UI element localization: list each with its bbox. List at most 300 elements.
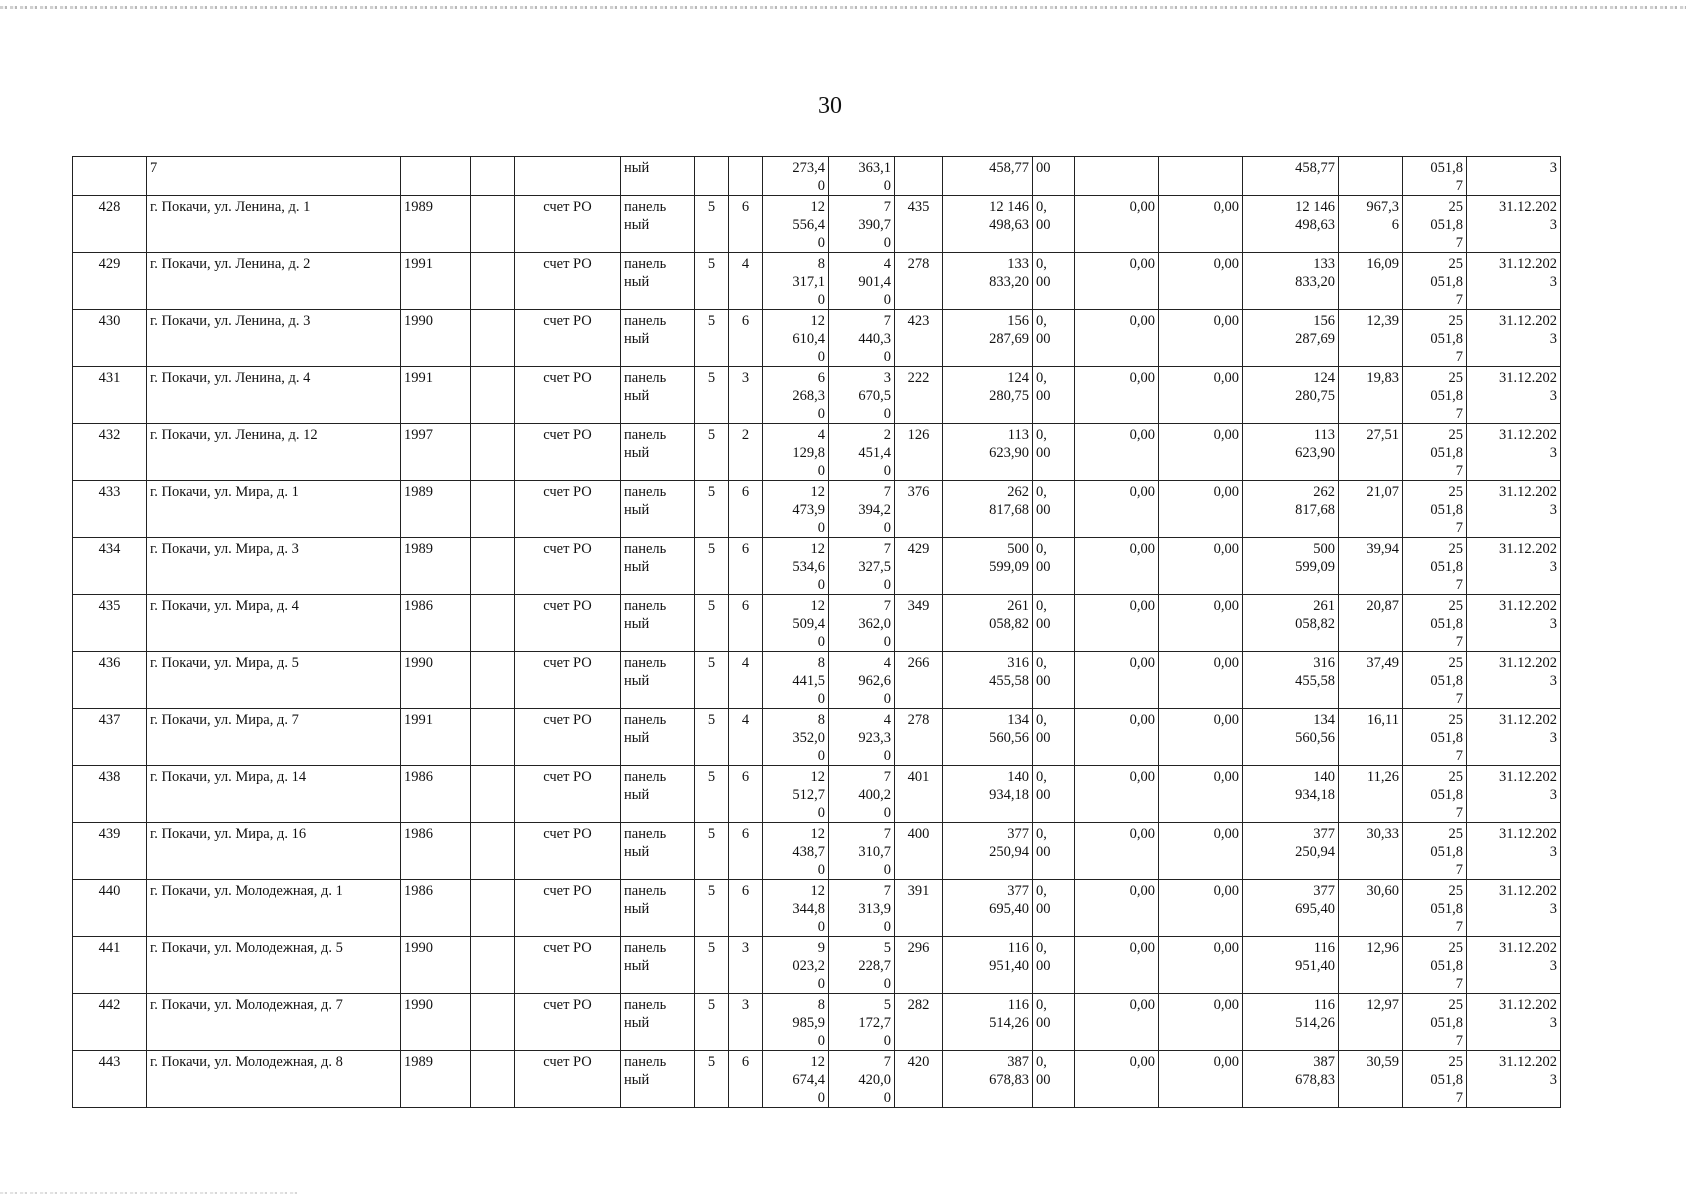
cell-v00: 0, 00	[1033, 880, 1075, 937]
cell-unit: 12,97	[1339, 994, 1403, 1051]
cell-z1: 0,00	[1075, 253, 1159, 310]
cell-addr: г. Покачи, ул. Ленина, д. 1	[147, 196, 401, 253]
cell-z1: 0,00	[1075, 709, 1159, 766]
cell-sum: 124 280,75	[943, 367, 1033, 424]
cell-date: 31.12.202 3	[1467, 1051, 1561, 1108]
cell-res: 429	[895, 538, 943, 595]
cell-sum: 12 146 498,63	[943, 196, 1033, 253]
cell-e: 2	[729, 424, 763, 481]
cell-unit: 20,87	[1339, 595, 1403, 652]
cell-num: 439	[73, 823, 147, 880]
cell-year: 1989	[401, 196, 471, 253]
cell-e: 6	[729, 766, 763, 823]
cell-e	[729, 157, 763, 196]
cell-area1: 6 268,3 0	[763, 367, 829, 424]
cell-res: 420	[895, 1051, 943, 1108]
cell-v00: 0, 00	[1033, 424, 1075, 481]
cell-area1: 12 610,4 0	[763, 310, 829, 367]
cell-z1: 0,00	[1075, 538, 1159, 595]
cell-z1: 0,00	[1075, 880, 1159, 937]
cell-date: 31.12.202 3	[1467, 937, 1561, 994]
cell-year: 1986	[401, 766, 471, 823]
cell-blank	[471, 1051, 515, 1108]
cell-sum: 500 599,09	[943, 538, 1033, 595]
cell-f: 5	[695, 994, 729, 1051]
cell-v00: 00	[1033, 157, 1075, 196]
cell-area2: 7 310,7 0	[829, 823, 895, 880]
page-number: 30	[818, 93, 842, 119]
cell-addr: г. Покачи, ул. Мира, д. 4	[147, 595, 401, 652]
cell-date: 31.12.202 3	[1467, 595, 1561, 652]
cell-acc: счет РО	[515, 823, 621, 880]
cell-f: 5	[695, 367, 729, 424]
cell-sum2: 113 623,90	[1243, 424, 1339, 481]
cell-sum: 377 695,40	[943, 880, 1033, 937]
table-row	[73, 481, 1561, 538]
cell-sum: 377 250,94	[943, 823, 1033, 880]
cell-z1: 0,00	[1075, 481, 1159, 538]
cell-z1: 0,00	[1075, 823, 1159, 880]
cell-sum2: 377 695,40	[1243, 880, 1339, 937]
cell-unit: 12,96	[1339, 937, 1403, 994]
cell-area2: 7 440,3 0	[829, 310, 895, 367]
cell-year: 1989	[401, 538, 471, 595]
cell-area1: 12 674,4 0	[763, 1051, 829, 1108]
cell-mat: панель ный	[621, 652, 695, 709]
cell-year: 1990	[401, 994, 471, 1051]
cell-sum2: 116 951,40	[1243, 937, 1339, 994]
cell-year: 1990	[401, 937, 471, 994]
cell-lim: 25 051,8 7	[1403, 937, 1467, 994]
cell-sum: 116 514,26	[943, 994, 1033, 1051]
cell-z2: 0,00	[1159, 652, 1243, 709]
cell-sum2: 316 455,58	[1243, 652, 1339, 709]
cell-f: 5	[695, 1051, 729, 1108]
cell-addr: г. Покачи, ул. Мира, д. 7	[147, 709, 401, 766]
cell-v00: 0, 00	[1033, 196, 1075, 253]
cell-z2: 0,00	[1159, 310, 1243, 367]
cell-unit: 30,33	[1339, 823, 1403, 880]
cell-z2	[1159, 157, 1243, 196]
cell-area2: 5 172,7 0	[829, 994, 895, 1051]
cell-unit: 30,60	[1339, 880, 1403, 937]
cell-acc: счет РО	[515, 1051, 621, 1108]
cell-f: 5	[695, 709, 729, 766]
cell-year: 1986	[401, 595, 471, 652]
cell-mat: ный	[621, 157, 695, 196]
cell-sum2: 140 934,18	[1243, 766, 1339, 823]
table-row	[73, 367, 1561, 424]
cell-area1: 8 352,0 0	[763, 709, 829, 766]
cell-lim: 25 051,8 7	[1403, 823, 1467, 880]
cell-num: 428	[73, 196, 147, 253]
cell-unit: 30,59	[1339, 1051, 1403, 1108]
cell-z2: 0,00	[1159, 481, 1243, 538]
cell-sum: 262 817,68	[943, 481, 1033, 538]
cell-blank	[471, 367, 515, 424]
cell-area2: 7 313,9 0	[829, 880, 895, 937]
table-row	[73, 310, 1561, 367]
cell-f: 5	[695, 937, 729, 994]
cell-z1: 0,00	[1075, 766, 1159, 823]
cell-res: 296	[895, 937, 943, 994]
cell-lim: 25 051,8 7	[1403, 1051, 1467, 1108]
cell-e: 6	[729, 481, 763, 538]
housing-registry-table	[72, 156, 1561, 1108]
cell-e: 4	[729, 652, 763, 709]
cell-unit: 21,07	[1339, 481, 1403, 538]
cell-sum2: 156 287,69	[1243, 310, 1339, 367]
cell-e: 3	[729, 937, 763, 994]
cell-mat: панель ный	[621, 880, 695, 937]
cell-lim: 25 051,8 7	[1403, 367, 1467, 424]
cell-date: 31.12.202 3	[1467, 196, 1561, 253]
cell-e: 3	[729, 367, 763, 424]
cell-year: 1989	[401, 481, 471, 538]
cell-blank	[471, 937, 515, 994]
cell-unit: 967,3 6	[1339, 196, 1403, 253]
table-row	[73, 880, 1561, 937]
cell-lim: 25 051,8 7	[1403, 538, 1467, 595]
cell-date: 31.12.202 3	[1467, 766, 1561, 823]
cell-num: 431	[73, 367, 147, 424]
cell-year: 1990	[401, 310, 471, 367]
cell-z1: 0,00	[1075, 310, 1159, 367]
cell-year: 1991	[401, 253, 471, 310]
cell-sum2: 262 817,68	[1243, 481, 1339, 538]
cell-mat: панель ный	[621, 253, 695, 310]
cell-lim: 25 051,8 7	[1403, 253, 1467, 310]
cell-acc: счет РО	[515, 481, 621, 538]
cell-acc: счет РО	[515, 595, 621, 652]
cell-blank	[471, 709, 515, 766]
cell-area2: 7 327,5 0	[829, 538, 895, 595]
cell-num: 437	[73, 709, 147, 766]
cell-year: 1990	[401, 652, 471, 709]
cell-res: 423	[895, 310, 943, 367]
cell-year: 1991	[401, 709, 471, 766]
cell-area2: 363,1 0	[829, 157, 895, 196]
cell-z2: 0,00	[1159, 595, 1243, 652]
cell-area1: 12 473,9 0	[763, 481, 829, 538]
cell-area1: 12 556,4 0	[763, 196, 829, 253]
cell-area2: 7 400,2 0	[829, 766, 895, 823]
cell-mat: панель ный	[621, 766, 695, 823]
cell-acc: счет РО	[515, 310, 621, 367]
cell-f: 5	[695, 424, 729, 481]
cell-z2: 0,00	[1159, 766, 1243, 823]
cell-date: 31.12.202 3	[1467, 310, 1561, 367]
cell-v00: 0, 00	[1033, 709, 1075, 766]
cell-acc: счет РО	[515, 766, 621, 823]
cell-area2: 4 901,4 0	[829, 253, 895, 310]
table-row	[73, 196, 1561, 253]
cell-unit	[1339, 157, 1403, 196]
cell-blank	[471, 310, 515, 367]
cell-mat: панель ный	[621, 196, 695, 253]
cell-sum: 113 623,90	[943, 424, 1033, 481]
scan-bottom-edge	[0, 1192, 300, 1194]
scan-top-edge	[0, 6, 1686, 9]
cell-z1: 0,00	[1075, 1051, 1159, 1108]
cell-res: 400	[895, 823, 943, 880]
cell-z1: 0,00	[1075, 937, 1159, 994]
cell-lim: 051,8 7	[1403, 157, 1467, 196]
cell-blank	[471, 652, 515, 709]
cell-blank	[471, 253, 515, 310]
cell-lim: 25 051,8 7	[1403, 424, 1467, 481]
cell-res: 435	[895, 196, 943, 253]
cell-num: 443	[73, 1051, 147, 1108]
cell-date: 31.12.202 3	[1467, 367, 1561, 424]
cell-v00: 0, 00	[1033, 766, 1075, 823]
cell-addr: г. Покачи, ул. Мира, д. 5	[147, 652, 401, 709]
cell-year: 1997	[401, 424, 471, 481]
cell-mat: панель ный	[621, 367, 695, 424]
cell-addr: г. Покачи, ул. Мира, д. 1	[147, 481, 401, 538]
cell-res: 401	[895, 766, 943, 823]
cell-acc: счет РО	[515, 937, 621, 994]
cell-unit: 16,11	[1339, 709, 1403, 766]
cell-date: 31.12.202 3	[1467, 880, 1561, 937]
cell-unit: 37,49	[1339, 652, 1403, 709]
cell-f: 5	[695, 253, 729, 310]
cell-date: 31.12.202 3	[1467, 424, 1561, 481]
cell-v00: 0, 00	[1033, 481, 1075, 538]
cell-e: 6	[729, 310, 763, 367]
cell-acc: счет РО	[515, 424, 621, 481]
cell-num: 432	[73, 424, 147, 481]
cell-year: 1986	[401, 823, 471, 880]
cell-unit: 27,51	[1339, 424, 1403, 481]
cell-area1: 12 509,4 0	[763, 595, 829, 652]
cell-z2: 0,00	[1159, 823, 1243, 880]
table-row	[73, 253, 1561, 310]
cell-year: 1991	[401, 367, 471, 424]
cell-v00: 0, 00	[1033, 823, 1075, 880]
cell-sum: 134 560,56	[943, 709, 1033, 766]
cell-lim: 25 051,8 7	[1403, 310, 1467, 367]
cell-date: 31.12.202 3	[1467, 652, 1561, 709]
cell-addr: г. Покачи, ул. Молодежная, д. 8	[147, 1051, 401, 1108]
cell-f	[695, 157, 729, 196]
cell-area2: 7 420,0 0	[829, 1051, 895, 1108]
cell-res: 126	[895, 424, 943, 481]
cell-num: 440	[73, 880, 147, 937]
cell-mat: панель ный	[621, 1051, 695, 1108]
table-row	[73, 823, 1561, 880]
cell-num: 442	[73, 994, 147, 1051]
cell-area2: 7 362,0 0	[829, 595, 895, 652]
cell-acc: счет РО	[515, 196, 621, 253]
cell-res: 278	[895, 253, 943, 310]
cell-e: 4	[729, 253, 763, 310]
cell-z1: 0,00	[1075, 994, 1159, 1051]
cell-mat: панель ный	[621, 595, 695, 652]
cell-area1: 273,4 0	[763, 157, 829, 196]
table-row	[73, 595, 1561, 652]
cell-acc: счет РО	[515, 709, 621, 766]
cell-e: 6	[729, 196, 763, 253]
cell-date: 3	[1467, 157, 1561, 196]
cell-acc: счет РО	[515, 652, 621, 709]
cell-num: 430	[73, 310, 147, 367]
cell-e: 6	[729, 823, 763, 880]
table-row	[73, 1051, 1561, 1108]
cell-mat: панель ный	[621, 310, 695, 367]
cell-sum2: 134 560,56	[1243, 709, 1339, 766]
cell-area2: 2 451,4 0	[829, 424, 895, 481]
cell-area2: 4 923,3 0	[829, 709, 895, 766]
cell-area1: 9 023,2 0	[763, 937, 829, 994]
cell-area2: 5 228,7 0	[829, 937, 895, 994]
cell-unit: 16,09	[1339, 253, 1403, 310]
cell-z2: 0,00	[1159, 880, 1243, 937]
cell-addr: г. Покачи, ул. Мира, д. 3	[147, 538, 401, 595]
cell-area1: 8 317,1 0	[763, 253, 829, 310]
table-row	[73, 709, 1561, 766]
cell-v00: 0, 00	[1033, 652, 1075, 709]
cell-area1: 8 441,5 0	[763, 652, 829, 709]
cell-v00: 0, 00	[1033, 538, 1075, 595]
cell-lim: 25 051,8 7	[1403, 481, 1467, 538]
cell-lim: 25 051,8 7	[1403, 595, 1467, 652]
cell-date: 31.12.202 3	[1467, 481, 1561, 538]
cell-year: 1986	[401, 880, 471, 937]
cell-blank	[471, 994, 515, 1051]
cell-acc	[515, 157, 621, 196]
table-row	[73, 994, 1561, 1051]
cell-num: 436	[73, 652, 147, 709]
cell-sum: 140 934,18	[943, 766, 1033, 823]
cell-sum: 116 951,40	[943, 937, 1033, 994]
cell-blank	[471, 880, 515, 937]
cell-f: 5	[695, 880, 729, 937]
cell-addr: г. Покачи, ул. Ленина, д. 4	[147, 367, 401, 424]
cell-sum: 387 678,83	[943, 1051, 1033, 1108]
cell-res: 266	[895, 652, 943, 709]
cell-mat: панель ный	[621, 709, 695, 766]
cell-e: 6	[729, 1051, 763, 1108]
cell-z2: 0,00	[1159, 253, 1243, 310]
cell-sum: 156 287,69	[943, 310, 1033, 367]
cell-f: 5	[695, 766, 729, 823]
table-row	[73, 157, 1561, 196]
cell-addr: г. Покачи, ул. Мира, д. 16	[147, 823, 401, 880]
cell-sum2: 261 058,82	[1243, 595, 1339, 652]
cell-acc: счет РО	[515, 880, 621, 937]
cell-blank	[471, 766, 515, 823]
cell-area1: 8 985,9 0	[763, 994, 829, 1051]
cell-lim: 25 051,8 7	[1403, 196, 1467, 253]
cell-num: 435	[73, 595, 147, 652]
table-row	[73, 766, 1561, 823]
cell-z2: 0,00	[1159, 367, 1243, 424]
cell-res: 349	[895, 595, 943, 652]
cell-f: 5	[695, 823, 729, 880]
cell-f: 5	[695, 481, 729, 538]
cell-addr: г. Покачи, ул. Молодежная, д. 1	[147, 880, 401, 937]
cell-blank	[471, 196, 515, 253]
cell-num	[73, 157, 147, 196]
cell-z2: 0,00	[1159, 196, 1243, 253]
cell-addr: г. Покачи, ул. Ленина, д. 3	[147, 310, 401, 367]
cell-acc: счет РО	[515, 538, 621, 595]
cell-sum2: 500 599,09	[1243, 538, 1339, 595]
cell-e: 4	[729, 709, 763, 766]
cell-year: 1989	[401, 1051, 471, 1108]
cell-num: 434	[73, 538, 147, 595]
cell-addr: г. Покачи, ул. Ленина, д. 12	[147, 424, 401, 481]
cell-mat: панель ный	[621, 823, 695, 880]
cell-res: 376	[895, 481, 943, 538]
cell-res: 391	[895, 880, 943, 937]
cell-z1: 0,00	[1075, 367, 1159, 424]
table-row	[73, 424, 1561, 481]
cell-date: 31.12.202 3	[1467, 709, 1561, 766]
cell-res: 278	[895, 709, 943, 766]
cell-addr: г. Покачи, ул. Мира, д. 14	[147, 766, 401, 823]
cell-v00: 0, 00	[1033, 595, 1075, 652]
cell-unit: 19,83	[1339, 367, 1403, 424]
cell-f: 5	[695, 595, 729, 652]
cell-res: 282	[895, 994, 943, 1051]
cell-num: 433	[73, 481, 147, 538]
cell-num: 429	[73, 253, 147, 310]
cell-addr: 7	[147, 157, 401, 196]
cell-mat: панель ный	[621, 538, 695, 595]
cell-blank	[471, 424, 515, 481]
cell-e: 6	[729, 538, 763, 595]
cell-v00: 0, 00	[1033, 367, 1075, 424]
cell-sum2: 12 146 498,63	[1243, 196, 1339, 253]
cell-e: 6	[729, 880, 763, 937]
cell-area2: 3 670,5 0	[829, 367, 895, 424]
cell-sum: 316 455,58	[943, 652, 1033, 709]
table-row	[73, 652, 1561, 709]
table-row	[73, 538, 1561, 595]
cell-lim: 25 051,8 7	[1403, 766, 1467, 823]
cell-addr: г. Покачи, ул. Молодежная, д. 5	[147, 937, 401, 994]
cell-lim: 25 051,8 7	[1403, 709, 1467, 766]
cell-blank	[471, 157, 515, 196]
cell-sum: 261 058,82	[943, 595, 1033, 652]
cell-v00: 0, 00	[1033, 1051, 1075, 1108]
cell-unit: 11,26	[1339, 766, 1403, 823]
cell-addr: г. Покачи, ул. Ленина, д. 2	[147, 253, 401, 310]
cell-date: 31.12.202 3	[1467, 994, 1561, 1051]
cell-date: 31.12.202 3	[1467, 253, 1561, 310]
cell-acc: счет РО	[515, 994, 621, 1051]
cell-sum2: 458,77	[1243, 157, 1339, 196]
cell-res: 222	[895, 367, 943, 424]
cell-lim: 25 051,8 7	[1403, 652, 1467, 709]
cell-v00: 0, 00	[1033, 994, 1075, 1051]
cell-z1: 0,00	[1075, 652, 1159, 709]
cell-z2: 0,00	[1159, 1051, 1243, 1108]
cell-addr: г. Покачи, ул. Молодежная, д. 7	[147, 994, 401, 1051]
cell-blank	[471, 481, 515, 538]
cell-sum2: 133 833,20	[1243, 253, 1339, 310]
cell-v00: 0, 00	[1033, 310, 1075, 367]
cell-lim: 25 051,8 7	[1403, 880, 1467, 937]
cell-z1: 0,00	[1075, 424, 1159, 481]
cell-sum2: 377 250,94	[1243, 823, 1339, 880]
cell-area1: 12 512,7 0	[763, 766, 829, 823]
cell-e: 6	[729, 595, 763, 652]
cell-f: 5	[695, 196, 729, 253]
cell-z2: 0,00	[1159, 709, 1243, 766]
